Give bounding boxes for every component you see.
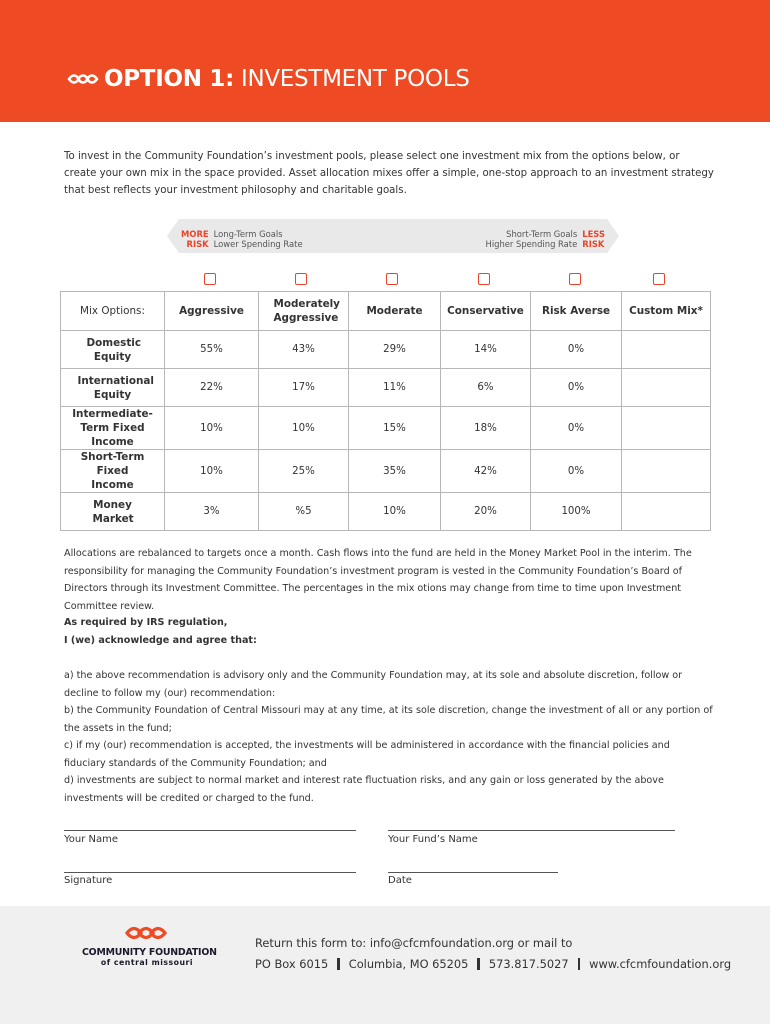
footer (0, 906, 770, 1024)
community-foundation-logo-icon (66, 69, 100, 89)
table-row (61, 369, 711, 407)
title-option: OPTION 1: (104, 66, 234, 92)
table-cell: 18% (441, 407, 531, 450)
table-cell: 3% (165, 493, 259, 531)
row-header: Domestic Equity (61, 331, 165, 369)
your-name-label: Your Name (64, 834, 119, 845)
footer-logo (82, 922, 217, 967)
column-header: Conservative (441, 292, 531, 331)
date-label: Date (388, 875, 412, 886)
table-cell: 0% (531, 369, 622, 407)
table-cell: 6% (441, 369, 531, 407)
table-row (61, 493, 711, 531)
row-header: Money Market (61, 493, 165, 531)
more-risk-tag-1: MORE (181, 229, 209, 239)
fund-name-line[interactable] (388, 830, 675, 831)
table-cell: %5 (259, 493, 349, 531)
separator (578, 958, 581, 970)
table-cell: 15% (349, 407, 441, 450)
table-cell: 22% (165, 369, 259, 407)
contact-line (255, 957, 731, 971)
checkbox-risk-averse[interactable] (569, 273, 581, 285)
acknowledgement-a: a) the above recommendation is advisory only and the Community Foundation may, at its sole and absolute discretion, follow or decline to follow my (our) recommendation: (64, 670, 683, 699)
risk-scale-bar (167, 219, 619, 253)
table-cell: 100% (531, 493, 622, 531)
website-link[interactable]: www.cfcmfoundation.org (589, 957, 732, 971)
table-cell: 10% (349, 493, 441, 531)
column-header: Custom Mix* (622, 292, 711, 331)
acknowledgement-c: c) if my (our) recommendation is accepted, the investments will be administered in accordance with the financial policies and fiduciary standards of the Community Foundation; and (64, 740, 670, 769)
intro-paragraph: To invest in the Community Foundation’s investment pools, please select one investment mix from the options below, or create your own mix in the space provided. Asset allocation mixes offer a simple, one-stop approach to an investment strategy that best reflects your investment philosophy and charitable goals. (64, 151, 714, 196)
table-cell: 0% (531, 450, 622, 493)
less-risk-tag-2: RISK (582, 239, 605, 249)
page-title (66, 64, 470, 94)
irs-line-1: As required by IRS regulation, (64, 617, 228, 628)
fund-name-label: Your Fund’s Name (388, 834, 478, 845)
table-cell: 25% (259, 450, 349, 493)
table-cell: 29% (349, 331, 441, 369)
allocation-note: Allocations are rebalanced to targets once a month. Cash flows into the fund are held in the Money Market Pool in the interim. The responsibility for managing the Community Foundation’s investment program is vested in the Community Foundation’s Board of Directors through its Investment Committee. The percentages in the mix otions may change from time to time upon Investment Committee review. (64, 548, 692, 612)
table-cell: 55% (165, 331, 259, 369)
table-cell: 10% (165, 450, 259, 493)
table-cell: 0% (531, 331, 622, 369)
phone-number[interactable]: 573.817.5027 (488, 957, 569, 971)
footer-org-name: COMMUNITY FOUNDATION (82, 947, 217, 958)
irs-line-2: I (we) acknowledge and agree that: (64, 634, 257, 646)
mix-options-label: Mix Options: (61, 292, 165, 331)
footer-org-subtitle: of central missouri (100, 958, 194, 967)
title-text: INVESTMENT POOLS (240, 66, 470, 92)
custom-mix-cell[interactable] (622, 331, 711, 369)
higher-spending-rate-text: Higher Spending Rate (485, 239, 578, 249)
city-state-zip: Columbia, MO 65205 (348, 957, 469, 971)
table-cell: 35% (349, 450, 441, 493)
checkbox-conservative[interactable] (478, 273, 490, 285)
table-cell: 17% (259, 369, 349, 407)
custom-mix-cell[interactable] (622, 493, 711, 531)
table-cell: 20% (441, 493, 531, 531)
po-box: PO Box 6015 (255, 957, 329, 971)
separator (477, 958, 480, 970)
header-band (0, 0, 770, 122)
checkbox-moderate[interactable] (386, 273, 398, 285)
table-header-row (61, 292, 711, 331)
table-cell: 14% (441, 331, 531, 369)
custom-mix-cell[interactable] (622, 407, 711, 450)
risk-more-label (181, 229, 303, 249)
acknowledgement-b: b) the Community Foundation of Central Missouri may at any time, at its sole discretion, change the investment of all or any portion of the assets in the fund; (64, 705, 713, 734)
custom-mix-cell[interactable] (622, 369, 711, 407)
community-foundation-logo-icon (124, 922, 170, 944)
table-row (61, 450, 711, 493)
risk-less-label (486, 229, 605, 249)
signature-line[interactable] (64, 872, 356, 873)
short-term-goals-text: Short-Term Goals (506, 229, 578, 239)
checkbox-aggressive[interactable] (204, 273, 216, 285)
column-header: Risk Averse (531, 292, 622, 331)
date-line[interactable] (388, 872, 558, 873)
checkbox-custom-mix[interactable] (653, 273, 665, 285)
investment-mix-table (60, 291, 711, 531)
table-cell: 10% (259, 407, 349, 450)
long-term-goals-text: Long-Term Goals (213, 229, 283, 239)
return-instructions: Return this form to: info@cfcmfoundation.org or mail to (255, 936, 573, 950)
table-row (61, 331, 711, 369)
lower-spending-rate-text: Lower Spending Rate (213, 239, 303, 249)
table-cell: 11% (349, 369, 441, 407)
irs-statement (64, 614, 257, 649)
checkbox-moderately-aggressive[interactable] (295, 273, 307, 285)
table-cell: 42% (441, 450, 531, 493)
row-header: International Equity (61, 369, 165, 407)
your-name-line[interactable] (64, 830, 356, 831)
column-header: Moderately Aggressive (259, 292, 349, 331)
table-cell: 0% (531, 407, 622, 450)
acknowledgement-list (64, 667, 714, 807)
column-header: Aggressive (165, 292, 259, 331)
signature-label: Signature (64, 875, 113, 886)
more-risk-tag-2: RISK (186, 239, 209, 249)
separator (337, 958, 340, 970)
table-row (61, 407, 711, 450)
row-header: Short-Term Fixed Income (61, 450, 165, 493)
column-header: Moderate (349, 292, 441, 331)
custom-mix-cell[interactable] (622, 450, 711, 493)
table-cell: 10% (165, 407, 259, 450)
less-risk-tag-1: LESS (582, 229, 605, 239)
row-header: Intermediate-Term Fixed Income (61, 407, 165, 450)
table-cell: 43% (259, 331, 349, 369)
acknowledgement-d: d) investments are subject to normal market and interest rate fluctuation risks, and any gain or loss generated by the above investments will be credited or charged to the fund. (64, 775, 664, 804)
